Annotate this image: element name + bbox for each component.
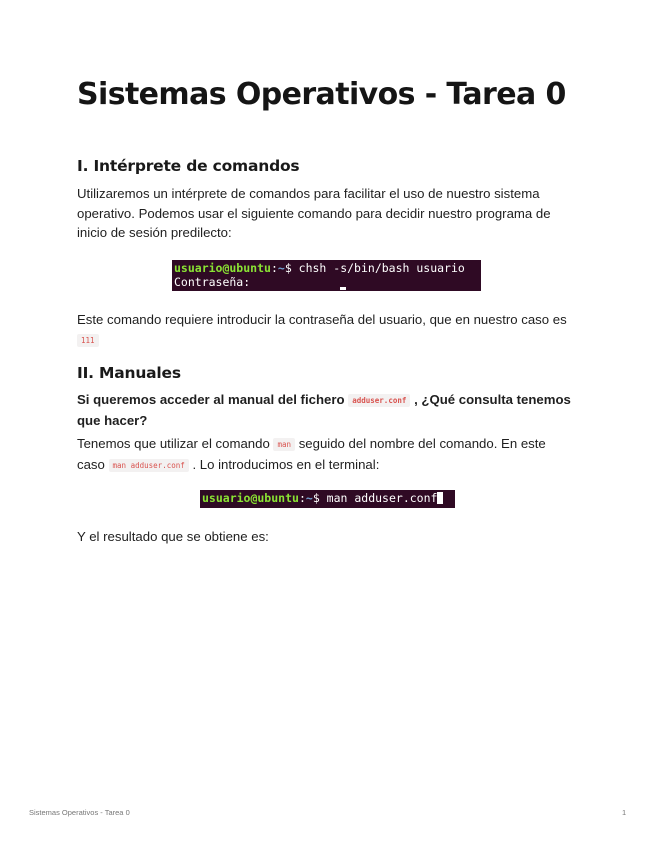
terminal-command: $ man adduser.conf bbox=[312, 491, 438, 505]
terminal-screenshot-man: usuario@ubuntu:~$ man adduser.conf bbox=[200, 490, 455, 508]
terminal-cursor bbox=[340, 287, 346, 290]
terminal-prompt-password: Contraseña: bbox=[174, 275, 251, 289]
terminal-user: usuario@ubuntu bbox=[174, 261, 271, 275]
question-manual bbox=[77, 390, 577, 430]
code-man-adduser-conf: man adduser.conf bbox=[109, 459, 189, 472]
paragraph-password-text: Este comando requiere introducir la contraseña del usuario, que en nuestro caso es bbox=[77, 312, 567, 327]
code-man: man bbox=[273, 438, 295, 451]
terminal-command: $ chsh -s/bin/bash usuario bbox=[284, 261, 465, 275]
terminal-cursor bbox=[437, 492, 443, 504]
terminal-user: usuario@ubuntu bbox=[202, 491, 299, 505]
footer-title: Sistemas Operativos - Tarea 0 bbox=[29, 808, 130, 817]
terminal-screenshot-chsh: usuario@ubuntu:~$ chsh -s/bin/bash usuario Contraseña: bbox=[172, 260, 481, 291]
code-adduser-conf: adduser.conf bbox=[348, 394, 410, 407]
paragraph-intro: Utilizaremos un intérprete de comandos para facilitar el uso de nuestro sistema operativo. Podemos usar el siguiente comando para decidir nuestro programa de inicio de sesión predilecto: bbox=[77, 186, 551, 240]
footer-page-number: 1 bbox=[622, 808, 627, 817]
section-heading-interprete: I. Intérprete de comandos bbox=[77, 157, 300, 175]
question-text-a: Si queremos acceder al manual del fichero bbox=[77, 392, 345, 407]
answer-text-c: . Lo introducimos en el terminal: bbox=[192, 456, 380, 472]
section-heading-manuales: II. Manuales bbox=[77, 364, 181, 382]
answer-text-b: seguido del nombre del comando. En este caso bbox=[77, 436, 546, 472]
answer-text-a: Tenemos que utilizar el comando bbox=[77, 436, 270, 451]
question-text-b: , ¿Qué consulta tenemos que hacer? bbox=[77, 392, 571, 428]
terminal-path: ~ bbox=[277, 261, 285, 275]
page-title: Sistemas Operativos - Tarea 0 bbox=[77, 77, 566, 112]
paragraph-answer bbox=[77, 434, 577, 475]
paragraph-result: Y el resultado que se obtiene es: bbox=[77, 529, 269, 544]
paragraph-password bbox=[77, 310, 577, 350]
code-password: 111 bbox=[77, 334, 99, 347]
terminal-path: ~ bbox=[305, 491, 313, 505]
